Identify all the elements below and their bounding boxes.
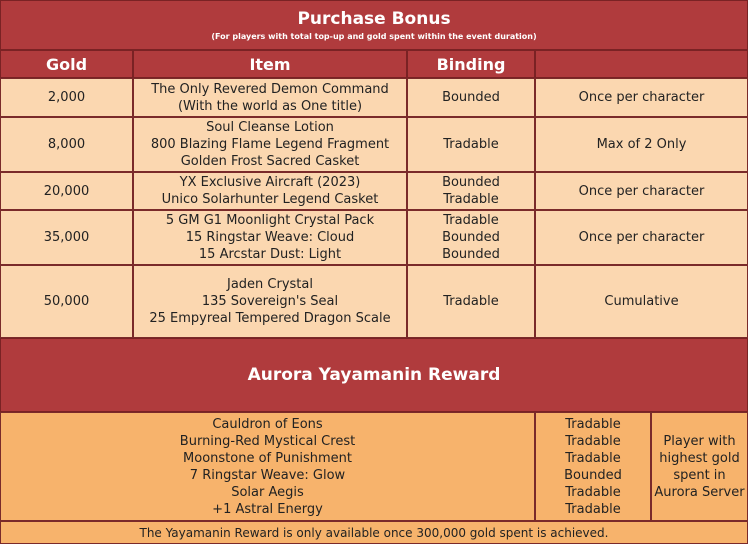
aurora-item: Burning-Red Mystical Crest [179, 433, 356, 449]
header-item: Item [133, 50, 407, 78]
row-4-item: 15 Ringstar Weave: Cloud [185, 230, 355, 245]
row-5-binding: Tradable [407, 265, 535, 338]
header-binding: Binding [407, 50, 535, 78]
row-5-gold: 50,000 [0, 265, 133, 338]
row-3-gold: 20,000 [0, 172, 133, 210]
row-1-gold: 2,000 [0, 78, 133, 117]
row-2-gold: 8,000 [0, 117, 133, 172]
aurora-binding-value: Bounded [564, 467, 622, 483]
row-3-item: Unico Solarhunter Legend Casket [161, 192, 379, 207]
aurora-binding [535, 412, 651, 521]
aurora-binding-value: Tradable [565, 484, 621, 500]
row-2-item: Soul Cleanse Lotion [206, 120, 334, 135]
aurora-binding-value: Tradable [565, 450, 621, 466]
row-1-items [133, 78, 407, 117]
row-5-item: Jaden Crystal [226, 277, 313, 292]
row-1-item: The Only Revered Demon Command [151, 81, 389, 97]
row-5-item: 25 Empyreal Tempered Dragon Scale [149, 311, 391, 326]
table-header-row [0, 50, 748, 78]
row-4-binding-value: Tradable [443, 213, 499, 228]
row-5-limit: Cumulative [535, 265, 748, 338]
row-2-limit: Max of 2 Only [535, 117, 748, 172]
aurora-reward-banner [0, 338, 748, 412]
aurora-condition-line: Aurora Server [654, 484, 745, 500]
aurora-binding-value: Tradable [565, 433, 621, 449]
aurora-binding-value: Tradable [565, 416, 621, 432]
aurora-items [0, 412, 535, 521]
purchase-bonus-title: Purchase Bonus [297, 9, 451, 29]
row-5-items [133, 265, 407, 338]
row-2-items [133, 117, 407, 172]
aurora-item: 7 Ringstar Weave: Glow [189, 467, 346, 483]
aurora-item: Cauldron of Eons [212, 416, 323, 432]
aurora-item: +1 Astral Energy [212, 501, 323, 517]
row-3-items [133, 172, 407, 210]
row-2-binding: Tradable [407, 117, 535, 172]
row-4-item: 15 Arcstar Dust: Light [198, 247, 342, 262]
row-3-limit: Once per character [535, 172, 748, 210]
row-3-binding [407, 172, 535, 210]
aurora-reward-title: Aurora Yayamanin Reward [247, 365, 501, 385]
row-3-item: YX Exclusive Aircraft (2023) [179, 175, 361, 190]
row-2-item: 800 Blazing Flame Legend Fragment [150, 137, 390, 152]
row-3-binding-value: Tradable [443, 192, 499, 207]
row-1-binding: Bounded [407, 78, 535, 117]
aurora-item: Moonstone of Punishment [183, 450, 352, 466]
aurora-condition-line: Player with [663, 433, 736, 449]
row-4-binding [407, 210, 535, 265]
row-4-binding-value: Bounded [442, 230, 500, 245]
aurora-condition [651, 412, 748, 521]
row-4-items [133, 210, 407, 265]
aurora-item: Solar Aegis [231, 484, 304, 500]
row-4-limit: Once per character [535, 210, 748, 265]
row-5-item: 135 Sovereign's Seal [201, 294, 339, 309]
purchase-bonus-banner [0, 0, 748, 50]
header-limit [535, 50, 748, 78]
purchase-bonus-subtitle: (For players with total top-up and gold spent within the event duration) [211, 32, 537, 41]
footnote: The Yayamanin Reward is only available once 300,000 gold spent is achieved. [0, 521, 748, 544]
row-4-binding-value: Bounded [442, 247, 500, 262]
header-gold: Gold [0, 50, 133, 78]
row-1-item: (With the world as One title) [177, 98, 363, 114]
row-1-limit: Once per character [535, 78, 748, 117]
aurora-binding-value: Tradable [565, 501, 621, 517]
row-4-gold: 35,000 [0, 210, 133, 265]
row-2-item: Golden Frost Sacred Casket [180, 154, 360, 169]
aurora-condition-line: highest gold [659, 450, 740, 466]
row-3-binding-value: Bounded [442, 175, 500, 190]
row-4-item: 5 GM G1 Moonlight Crystal Pack [165, 213, 375, 228]
aurora-condition-line: spent in [673, 467, 726, 483]
